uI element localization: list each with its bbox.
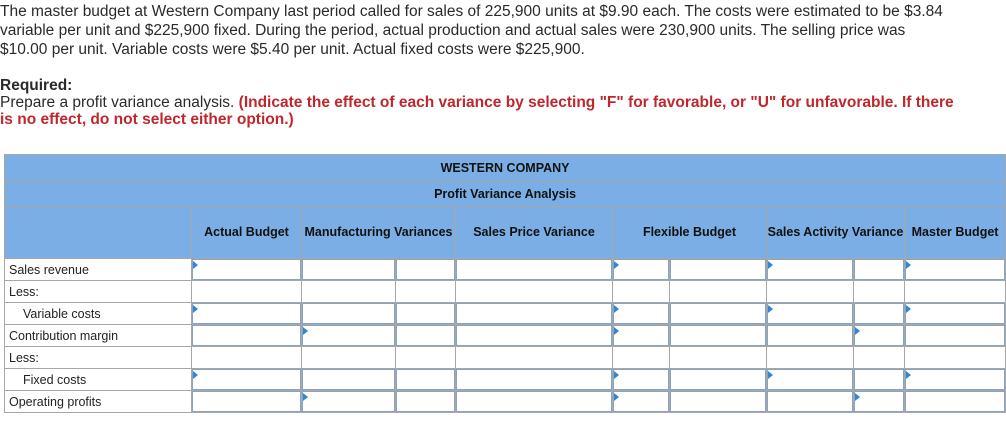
sales-activity-operating-profits-fu-select[interactable] [854,391,905,413]
row-fixed-costs [5,369,1006,391]
col-master-budget: Master Budget [905,207,1006,259]
sales-price-variable-costs-input[interactable] [456,303,613,325]
problem-statement: The master budget at Western Company last period called for sales of 225,900 units at $9.90 each. The costs were estimated to be $3.84 variable per unit and $225,900 fixed. During the period, actual production and actual sales were 230,900 units. The selling price was $10.00 per unit. Variable costs were $5.40 per unit. Actual fixed costs were $225,900. [0,3,943,58]
sales-activity-variable-costs-input[interactable] [767,303,854,325]
row-label: Less: [5,281,192,303]
required-heading: Required: [0,77,73,94]
row-less-2 [5,347,1006,369]
row-label: Operating profits [5,391,192,413]
table-subtitle: Profit Variance Analysis [5,182,1006,207]
sales-activity-variable-costs-fu-select[interactable] [854,303,905,325]
row-operating-profits [5,391,1006,413]
manufacturing-operating-profits-input[interactable] [302,391,396,413]
sales-activity-fixed-costs-input[interactable] [767,369,854,391]
flexible-variable-costs-input[interactable] [670,303,767,325]
col-sales-price-variance: Sales Price Variance [456,207,613,259]
sales-price-sales-revenue-input[interactable] [456,259,613,281]
flexible-operating-profits-input[interactable] [670,391,767,413]
row-label: Fixed costs [5,369,192,391]
col-actual-budget: Actual Budget [192,207,302,259]
actual-contribution-margin-input[interactable] [192,325,302,347]
row-label: Sales revenue [5,259,192,281]
flexible-fixed-costs-input[interactable] [670,369,767,391]
master-contribution-margin-input[interactable] [905,325,1006,347]
sales-price-contribution-margin-fu-select[interactable] [613,325,670,347]
sales-activity-operating-profits-input[interactable] [767,391,854,413]
row-label: Less: [5,347,192,369]
sales-activity-contribution-margin-fu-select[interactable] [854,325,905,347]
row-variable-costs [5,303,1006,325]
company-name: WESTERN COMPANY [5,155,1006,182]
required-instruction: (Indicate the effect of each variance by selecting "F" for favorable, or "U" for unfavorable. If there is no effect, do not select either option.) [0,94,954,128]
master-fixed-costs-input[interactable] [905,369,1006,391]
sales-price-contribution-margin-input[interactable] [456,325,613,347]
manufacturing-contribution-margin-input[interactable] [302,325,396,347]
row-less-1 [5,281,1006,303]
required-text [0,94,955,128]
required-prompt: Prepare a profit variance analysis. [0,94,235,111]
actual-sales-revenue-input[interactable] [192,259,302,281]
label-column-header [5,207,192,259]
row-label: Contribution margin [5,325,192,347]
sales-activity-contribution-margin-input[interactable] [767,325,854,347]
sales-price-fixed-costs-input[interactable] [456,369,613,391]
sales-price-operating-profits-input[interactable] [456,391,613,413]
sales-price-variable-costs-fu-select[interactable] [613,303,670,325]
row-sales-revenue [5,259,1006,281]
actual-variable-costs-input[interactable] [192,303,302,325]
sales-price-fixed-costs-fu-select[interactable] [613,369,670,391]
manufacturing-variable-costs-input[interactable] [302,303,396,325]
row-contribution-margin [5,325,1006,347]
col-sales-activity-variance: Sales Activity Variance [767,207,905,259]
manufacturing-operating-profits-fu-select[interactable] [396,391,456,413]
flexible-sales-revenue-input[interactable] [670,259,767,281]
master-variable-costs-input[interactable] [905,303,1006,325]
manufacturing-contribution-margin-fu-select[interactable] [396,325,456,347]
actual-operating-profits-input[interactable] [192,391,302,413]
sales-price-operating-profits-fu-select[interactable] [613,391,670,413]
flexible-contribution-margin-input[interactable] [670,325,767,347]
sales-activity-fixed-costs-fu-select[interactable] [854,369,905,391]
sales-activity-sales-revenue-input[interactable] [767,259,854,281]
sales-price-sales-revenue-fu-select[interactable] [613,259,670,281]
master-operating-profits-input[interactable] [905,391,1006,413]
col-manufacturing-variances: Manufacturing Variances [302,207,456,259]
manufacturing-sales-revenue-input[interactable] [302,259,396,281]
manufacturing-fixed-costs-fu-select[interactable] [396,369,456,391]
sales-activity-sales-revenue-fu-select[interactable] [854,259,905,281]
row-label: Variable costs [5,303,192,325]
profit-variance-table [4,154,1006,413]
manufacturing-fixed-costs-input[interactable] [302,369,396,391]
master-sales-revenue-input[interactable] [905,259,1006,281]
actual-fixed-costs-input[interactable] [192,369,302,391]
col-flexible-budget: Flexible Budget [613,207,767,259]
manufacturing-variable-costs-fu-select[interactable] [396,303,456,325]
manufacturing-sales-revenue-fu-select[interactable] [396,259,456,281]
